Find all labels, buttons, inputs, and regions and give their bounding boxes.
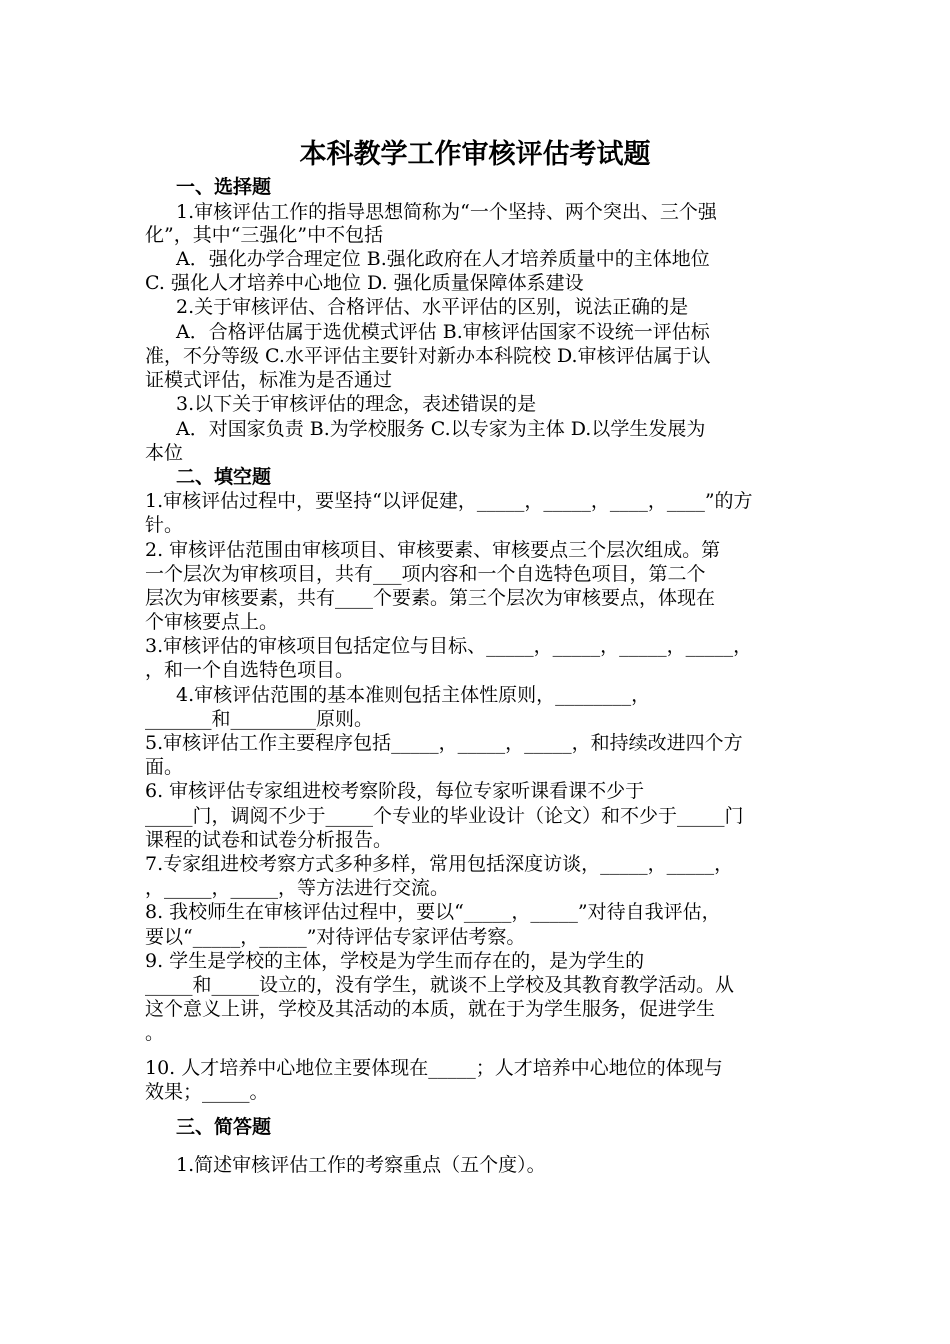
choice-q2-options-line2: 准，不分等级 C.水平评估主要针对新办本科院校 D.审核评估属于认 [145,345,711,367]
choice-q1-options-line1: A．强化办学合理定位 B.强化政府在人才培养质量中的主体地位 [176,248,710,270]
section-heading-short-answer: 三、简答题 [176,1116,272,1138]
fill-q2-line1: 2. 审核评估范围由审核项目、审核要素、审核要点三个层次组成。第 [145,539,721,561]
fill-q8-line1: 8. 我校师生在审核评估过程中，要以“_____，_____”对待自我评估， [145,901,721,923]
page-title: 本科教学工作审核评估考试题 [299,139,651,170]
fill-q1-line2: 针。 [145,514,184,536]
choice-q1-line2: 化”，其中“三强化”中不包括 [145,224,384,246]
section-heading-choice: 一、选择题 [176,176,272,198]
choice-q1-line1: 1.审核评估工作的指导思想简称为“一个坚持、两个突出、三个强 [176,201,717,223]
choice-q3-options-line2: 本位 [145,442,184,464]
fill-q2-line2: 一个层次为审核项目，共有___项内容和一个自选特色项目，第二个 [145,563,706,585]
choice-q2-options-line3: 证模式评估，标准为是否通过 [145,369,393,391]
fill-q8-line2: 要以“_____，_____”对待评估专家评估考察。 [145,926,526,948]
fill-q9-line1: 9. 学生是学校的主体，学校是为学生而存在的，是为学生的 [145,950,645,972]
fill-q4-line2: _______和_________原则。 [145,708,374,730]
fill-q6-line2: _____门，调阅不少于_____个专业的毕业设计（论文）和不少于_____门 [145,805,744,827]
fill-q10-line1: 10. 人才培养中心地位主要体现在_____；人才培养中心地位的体现与 [145,1057,723,1079]
fill-q7-line1: 7.专家组进校考察方式多种多样，常用包括深度访谈，_____，_____， [145,853,734,875]
fill-q6-line1: 6. 审核评估专家组进校考察阶段，每位专家听课看课不少于 [145,780,645,802]
fill-q9-line3: 这个意义上讲，学校及其活动的本质，就在于为学生服务，促进学生 [145,998,716,1020]
short-answer-q1: 1.简述审核评估工作的考察重点（五个度）。 [176,1154,546,1176]
choice-q2-options-line1: A．合格评估属于选优模式评估 B.审核评估国家不设统一评估标 [176,321,710,343]
choice-q3-line1: 3.以下关于审核评估的理念，表述错误的是 [176,393,537,415]
choice-q3-options-line1: A．对国家负责 B.为学校服务 C.以专家为主体 D.以学生发展为 [176,418,706,440]
choice-q1-options-line2: C. 强化人才培养中心地位 D. 强化质量保障体系建设 [145,272,584,294]
fill-q4-line1: 4.审核评估范围的基本准则包括主体性原则，________， [176,684,651,706]
fill-q9-line2: _____和_____设立的，没有学生，就谈不上学校及其教育教学活动。从 [145,974,735,996]
fill-q2-line4: 个审核要点上。 [145,611,279,633]
fill-q3-line1: 3.审核评估的审核项目包括定位与目标、_____，_____，_____，_____， [145,635,753,657]
fill-q1-line1: 1.审核评估过程中，要坚持“以评促建，_____，_____，____，____”的方 [145,490,753,512]
section-heading-fill: 二、填空题 [176,466,272,488]
fill-q9-line4: 。 [145,1022,165,1044]
fill-q6-line3: 课程的试卷和试卷分析报告。 [145,829,393,851]
fill-q5-line1: 5.审核评估工作主要程序包括_____，_____，_____，和持续改进四个方 [145,732,743,754]
fill-q2-line3: 层次为审核要素，共有____个要素。第三个层次为审核要点，体现在 [145,587,716,609]
choice-q2-line1: 2.关于审核评估、合格评估、水平评估的区别，说法正确的是 [176,296,689,318]
fill-q3-line2: ，和一个自选特色项目。 [145,659,355,681]
fill-q10-line2: 效果；_____。 [145,1081,269,1103]
fill-q5-line2: 面。 [145,756,184,778]
fill-q7-line2: ，_____，_____，等方法进行交流。 [145,877,450,899]
